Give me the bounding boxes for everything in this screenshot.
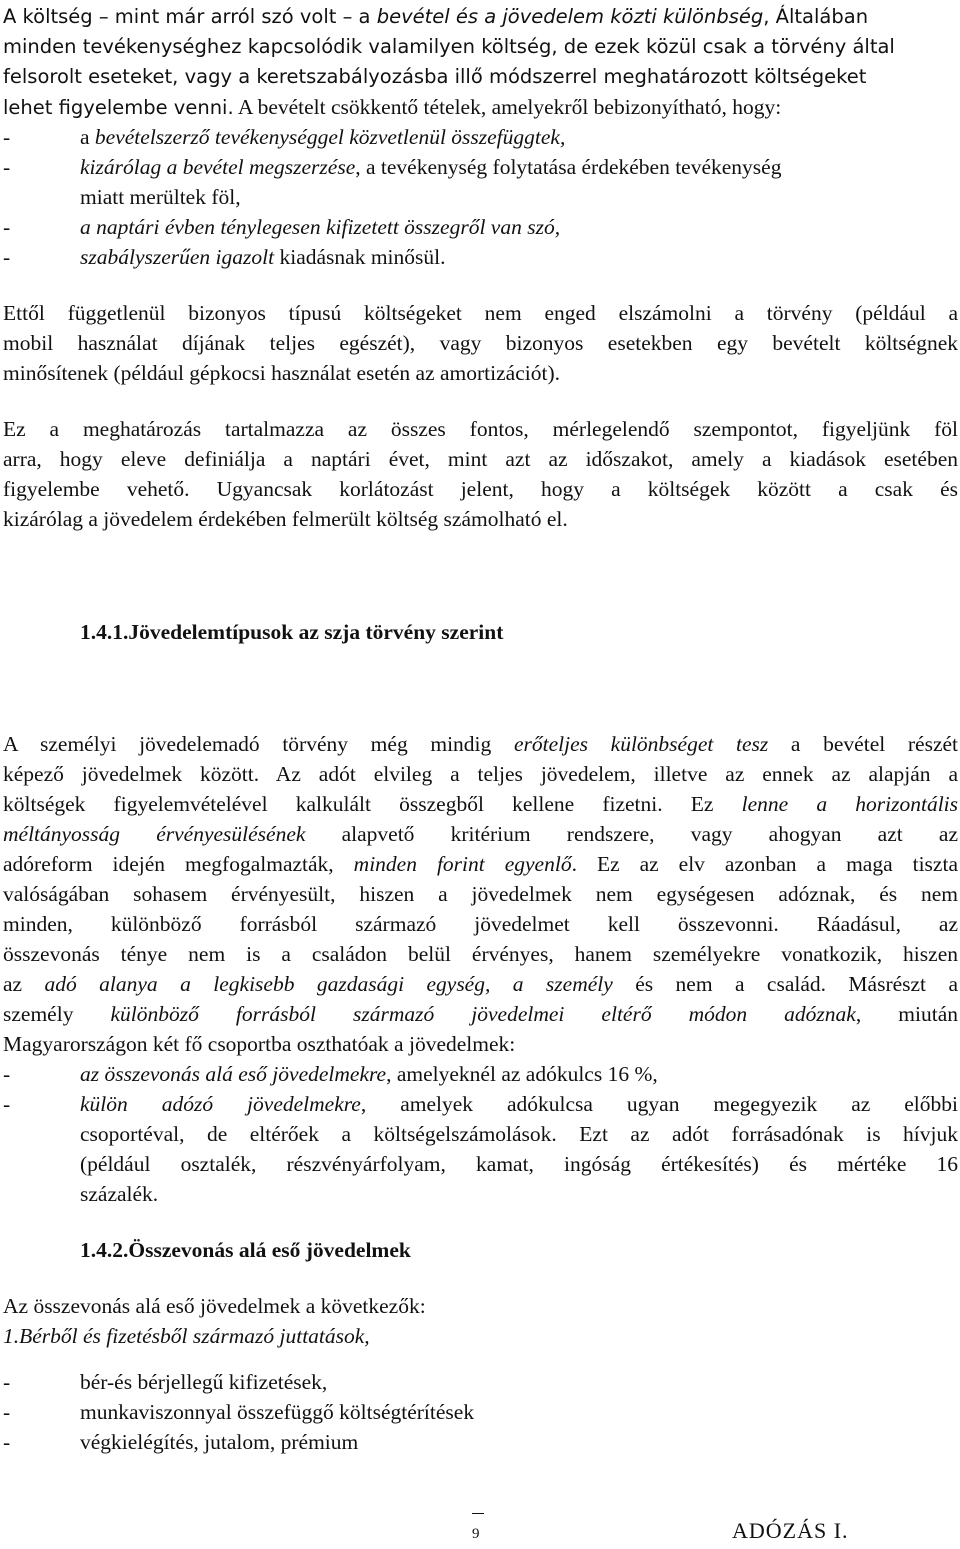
p4-bullet-2-cont-1: csoportéval, de eltérőek a költségelszámolások. Ezt az adót forrásadónak is hívjuk (80, 1122, 958, 1146)
p5-bullet-1-dash: - (3, 1370, 11, 1394)
page-number-rule (472, 1513, 484, 1514)
p1-bullet-1-dash: - (3, 125, 11, 149)
p1-line-4: lehet figyelembe venni. A bevételt csökkentő tételek, amelyekről bebizonyítható, hogy: (3, 95, 782, 119)
p4-line-7: minden, különböző forrásból származó jövedelmet kell összevonni. Ráadásul, az (3, 912, 958, 936)
p3-line-2: arra, hogy eleve definiálja a naptári évet, mint azt az időszakot, amely a kiadások esetében (3, 447, 958, 471)
p5-bullet-1: bér-és bérjellegű kifizetések, (80, 1370, 328, 1394)
p1-bullet-2-cont: miatt merültek föl, (80, 185, 241, 209)
p5-line-1: Az összevonás alá eső jövedelmek a következők: (3, 1294, 426, 1318)
p4-line-1: A személyi jövedelemadó törvény még mindig erőteljes különbséget tesz a bevétel részét (3, 732, 959, 756)
page-number: 9 (472, 1526, 480, 1542)
p4-line-4: méltányosság érvényesülésének alapvető kritérium rendszere, vagy ahogyan azt az (3, 822, 958, 846)
p4-line-10: személy különböző forrásból származó jövedelmei eltérő módon adóznak, miután (3, 1002, 958, 1026)
p4-line-9: az adó alanya a legkisebb gazdasági egység, a személy és nem a család. Másrészt a (3, 972, 958, 996)
p1-line-3: felsorolt eseteket, vagy a keretszabályozásba illő módszerrel meghatározott költségeket (3, 65, 867, 88)
p4-line-11: Magyarországon két fő csoportba oszthatóak a jövedelmek: (3, 1032, 516, 1056)
p4-line-5: adóreform idején megfogalmazták, minden forint egyenlő. Ez az elv azonban a maga tiszta (3, 852, 958, 876)
p1-bullet-3-dash: - (3, 215, 11, 239)
p5-bullet-2-dash: - (3, 1400, 11, 1424)
p5-bullet-2: munkaviszonnyal összefüggő költségtérítések (80, 1400, 475, 1424)
p4-bullet-1: az összevonás alá eső jövedelmekre, amelyeknél az adókulcs 16 %, (80, 1062, 658, 1086)
p1-bullet-2-dash: - (3, 155, 11, 179)
p1-line-2: minden tevékenységhez kapcsolódik valamilyen költség, de ezek közül csak a törvény által (3, 35, 895, 58)
footer-title: ADÓZÁS I. (732, 1518, 849, 1543)
p1-bullet-2: kizárólag a bevétel megszerzése, a tevékenység folytatása érdekében tevékenység (80, 155, 782, 179)
p3-line-1: Ez a meghatározás tartalmazza az összes fontos, mérlegelendő szempontot, figyeljünk föl (3, 417, 958, 441)
p4-bullet-2-dash: - (3, 1092, 11, 1116)
p4-line-3: költségek figyelemvételével kalkulált összegből kellene fizetni. Ez lenne a horizontális (3, 792, 959, 816)
p1-bullet-4-dash: - (3, 245, 11, 269)
p3-line-3: figyelembe vehető. Ugyancsak korlátozást jelent, hogy a költségek között a csak és (3, 477, 958, 501)
p4-line-8: összevonás ténye nem is a családon belül érvényes, hanem személyekre vonatkozik, hiszen (3, 942, 958, 966)
p2-line-2: mobil használat díjának teljes egészét), vagy bizonyos esetekben egy bevételt költségnek (3, 331, 958, 355)
p5-bullet-3: végkielégítés, jutalom, prémium (80, 1430, 359, 1454)
p3-line-4: kizárólag a jövedelem érdekében felmerült költség számolható el. (3, 507, 568, 531)
section-heading-1-4-1: 1.4.1.Jövedelemtípusok az szja törvény szerint (80, 620, 504, 644)
p1-line-1: A költség – mint már arról szó volt – a bevétel és a jövedelem közti különbség, Általában (3, 5, 869, 28)
p2-line-3: minősítenek (például gépkocsi használat esetén az amortizációt). (3, 361, 560, 385)
p4-bullet-2-cont-3: százalék. (80, 1182, 159, 1206)
p2-line-1: Ettől függetlenül bizonyos típusú költségeket nem enged elszámolni a törvény (például a (3, 301, 958, 325)
p4-line-2: képező jövedelmek között. Az adót elvileg a teljes jövedelem, illetve az ennek az alapján a (3, 762, 958, 786)
p4-bullet-1-dash: - (3, 1062, 11, 1086)
p4-bullet-2: külön adózó jövedelmekre, amelyek adókulcsa ugyan megegyezik az előbbi (80, 1092, 959, 1116)
p5-bullet-3-dash: - (3, 1430, 11, 1454)
p1-bullet-4: szabályszerűen igazolt kiadásnak minősül. (80, 245, 446, 269)
p1-bullet-3: a naptári évben ténylegesen kifizetett összegről van szó, (80, 215, 561, 239)
p5-line-2: 1.Bérből és fizetésből származó juttatások, (3, 1324, 370, 1348)
p4-bullet-2-cont-2: (például osztalék, részvényárfolyam, kamat, ingóság értékesítés) és mértéke 16 (80, 1152, 958, 1176)
section-heading-1-4-2: 1.4.2.Összevonás alá eső jövedelmek (80, 1238, 411, 1262)
p4-line-6: valóságában sohasem érvényesült, hiszen a jövedelmek nem egységesen adóznak, és nem (3, 882, 958, 906)
p1-bullet-1: a bevételszerző tevékenységgel közvetlenül összefüggtek, (80, 125, 566, 149)
